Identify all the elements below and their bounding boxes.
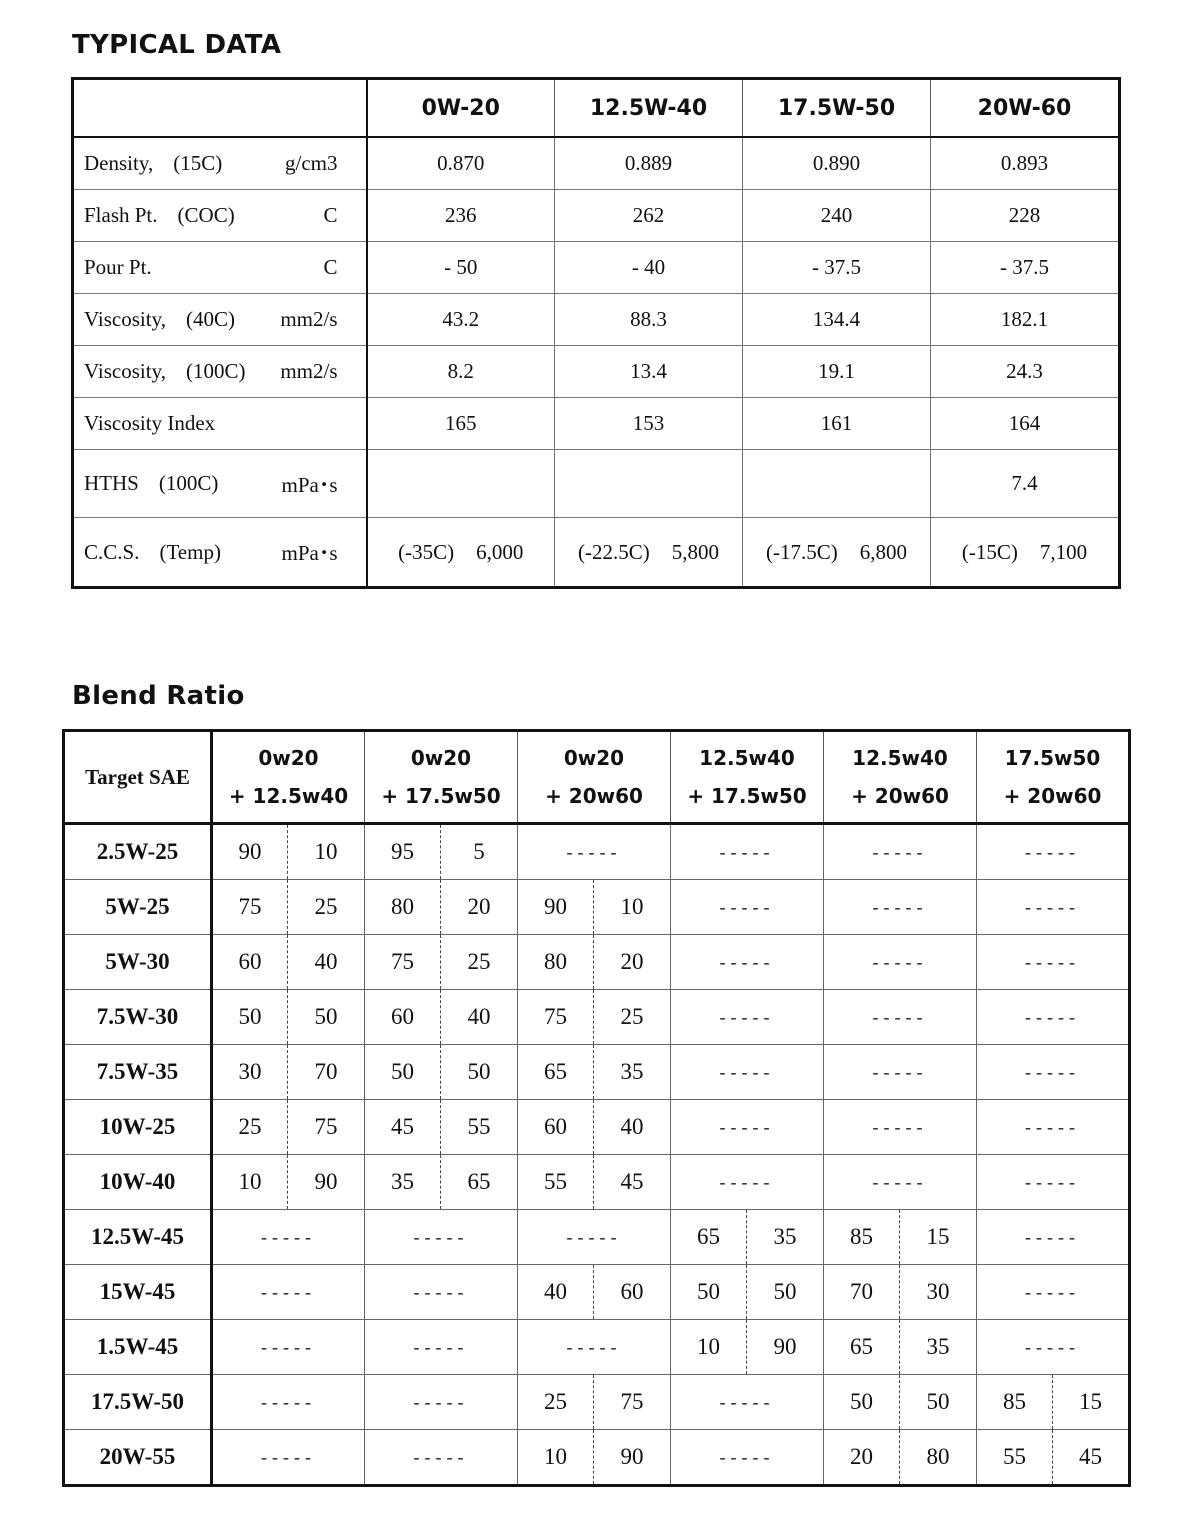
typical-value-cell: 228	[931, 190, 1120, 242]
blend-row	[64, 1155, 1130, 1210]
blend-ratio-a: 40	[518, 1265, 594, 1320]
target-sae-cell: 7.5W-35	[64, 1045, 212, 1100]
typical-row	[73, 137, 1120, 190]
blend-empty-cell: -----	[977, 1210, 1130, 1265]
blend-ratio-b: 90	[594, 1430, 671, 1486]
typical-value-cell	[367, 450, 555, 518]
blend-ratio-b: 40	[288, 935, 365, 990]
property-label	[84, 537, 366, 567]
blend-empty-cell: -----	[824, 1100, 977, 1155]
blend-empty-cell: -----	[977, 880, 1130, 935]
blend-pair-line1: 0w20	[563, 746, 625, 770]
typical-value-cell: 134.4	[743, 294, 931, 346]
property-unit: g/cm3	[285, 151, 338, 175]
typical-row	[73, 294, 1120, 346]
target-sae-cell: 15W-45	[64, 1265, 212, 1320]
blend-empty-cell: -----	[671, 1100, 824, 1155]
blend-ratio-a: 90	[518, 880, 594, 935]
blend-ratio-a: 75	[365, 935, 441, 990]
blend-empty-cell: -----	[824, 1045, 977, 1100]
blend-ratio-b: 75	[594, 1375, 671, 1430]
typical-row	[73, 242, 1120, 294]
blend-ratio-a: 55	[977, 1430, 1053, 1486]
blend-ratio-b: 35	[900, 1320, 977, 1375]
ccs-value	[931, 540, 1118, 565]
target-sae-cell: 7.5W-30	[64, 990, 212, 1045]
typical-row	[73, 398, 1120, 450]
typical-value-cell	[555, 450, 743, 518]
property-label-cell	[73, 190, 367, 242]
blend-ratio-a: 50	[365, 1045, 441, 1100]
blend-empty-cell: -----	[671, 880, 824, 935]
ccs-temp: (-17.5C)	[766, 539, 838, 564]
ccs-number: 6,000	[476, 539, 524, 564]
typical-column-header: 12.5W-40	[555, 79, 743, 138]
blend-empty-cell: -----	[212, 1375, 365, 1430]
blend-ratio-a: 70	[824, 1265, 900, 1320]
blend-row	[64, 1320, 1130, 1375]
blend-ratio-a: 10	[671, 1320, 747, 1375]
blend-ratio-a: 25	[212, 1100, 288, 1155]
blend-empty-cell: -----	[977, 990, 1130, 1045]
blend-empty-cell: -----	[977, 1155, 1130, 1210]
blend-pair-line2: + 12.5w40	[228, 784, 349, 808]
typical-row-ccs	[73, 518, 1120, 588]
blend-ratio-a: 35	[365, 1155, 441, 1210]
blend-ratio-a: 50	[671, 1265, 747, 1320]
blend-pair-line1: 12.5w40	[852, 746, 948, 770]
property-unit: C	[323, 203, 338, 227]
blend-empty-cell: -----	[365, 1210, 518, 1265]
blend-ratio-b: 45	[594, 1155, 671, 1210]
blend-empty-cell: -----	[977, 935, 1130, 990]
property-unit: mPa･s	[281, 541, 338, 565]
blend-row	[64, 990, 1130, 1045]
typical-value-cell: 164	[931, 398, 1120, 450]
blend-ratio-a: 30	[212, 1045, 288, 1100]
blend-ratio-b: 40	[594, 1100, 671, 1155]
blend-ratio-a: 90	[212, 824, 288, 880]
typical-value-cell: 7.4	[931, 450, 1120, 518]
property-label	[84, 307, 366, 332]
blend-pair-line2: + 17.5w50	[687, 784, 807, 808]
typical-value-cell: 0.870	[367, 137, 555, 190]
property-condition: (Temp)	[159, 539, 221, 564]
blend-empty-cell: -----	[671, 935, 824, 990]
typical-value-cell: 0.893	[931, 137, 1120, 190]
property-unit: mm2/s	[280, 359, 338, 383]
blend-ratio-title: Blend Ratio	[72, 681, 245, 711]
typical-value-cell: 236	[367, 190, 555, 242]
blend-empty-cell: -----	[977, 824, 1130, 880]
ccs-value	[743, 540, 930, 565]
ccs-value	[368, 540, 555, 565]
blend-ratio-b: 5	[441, 824, 518, 880]
blend-ratio-a: 75	[212, 880, 288, 935]
blend-empty-cell: -----	[671, 1430, 824, 1486]
blend-pair-header	[518, 731, 671, 824]
typical-value-cell: - 37.5	[743, 242, 931, 294]
blend-ratio-b: 70	[288, 1045, 365, 1100]
blend-empty-cell: -----	[824, 935, 977, 990]
typical-value-cell: 19.1	[743, 346, 931, 398]
blend-ratio-a: 50	[212, 990, 288, 1045]
property-label-cell	[73, 450, 367, 518]
typical-value-cell: 24.3	[931, 346, 1120, 398]
property-label-cell	[73, 346, 367, 398]
blend-ratio-b: 15	[900, 1210, 977, 1265]
ccs-value-cell	[931, 518, 1120, 588]
blend-empty-cell: -----	[824, 824, 977, 880]
blend-ratio-b: 60	[594, 1265, 671, 1320]
blend-ratio-b: 50	[441, 1045, 518, 1100]
blend-pair-line1: 17.5w50	[1004, 746, 1101, 770]
blend-empty-cell: -----	[212, 1265, 365, 1320]
blend-pair-line2: + 20w60	[545, 784, 643, 808]
property-label	[84, 151, 366, 176]
blend-pair-line2: + 20w60	[851, 784, 949, 808]
property-name: Viscosity,	[84, 307, 166, 331]
blend-pair-line1: 0w20	[258, 746, 319, 770]
property-label	[84, 359, 366, 384]
blend-ratio-a: 25	[518, 1375, 594, 1430]
blend-ratio-a: 95	[365, 824, 441, 880]
target-sae-cell: 5W-30	[64, 935, 212, 990]
blend-empty-cell: -----	[977, 1320, 1130, 1375]
blend-ratio-a: 65	[824, 1320, 900, 1375]
ccs-temp: (-22.5C)	[578, 539, 650, 564]
blend-pair-header	[824, 731, 977, 824]
property-name: Density,	[84, 151, 154, 175]
typical-value-cell: 43.2	[367, 294, 555, 346]
typical-row	[73, 190, 1120, 242]
blend-row	[64, 824, 1130, 880]
blend-empty-cell: -----	[212, 1320, 365, 1375]
blend-empty-cell: -----	[365, 1265, 518, 1320]
blend-empty-cell: -----	[824, 990, 977, 1045]
blend-ratio-a: 80	[365, 880, 441, 935]
target-sae-cell: 20W-55	[64, 1430, 212, 1486]
property-label-cell	[73, 518, 367, 588]
property-label	[84, 469, 366, 499]
typical-value-cell: 153	[555, 398, 743, 450]
blend-ratio-b: 30	[900, 1265, 977, 1320]
target-sae-cell: 2.5W-25	[64, 824, 212, 880]
blend-empty-cell: -----	[671, 1045, 824, 1100]
blend-pair-header	[977, 731, 1130, 824]
blend-empty-cell: -----	[518, 1210, 671, 1265]
blend-ratio-b: 65	[441, 1155, 518, 1210]
blend-ratio-a: 80	[518, 935, 594, 990]
property-name: Viscosity Index	[84, 411, 216, 435]
typical-column-header: 20W-60	[931, 79, 1120, 138]
ccs-temp: (-15C)	[961, 539, 1018, 564]
blend-ratio-b: 15	[1053, 1375, 1130, 1430]
blend-ratio-a: 10	[518, 1430, 594, 1486]
property-label	[84, 203, 366, 228]
typical-data-title: TYPICAL DATA	[72, 30, 282, 60]
property-condition: (100C)	[185, 359, 246, 383]
blend-ratio-b: 80	[900, 1430, 977, 1486]
target-sae-cell: 10W-40	[64, 1155, 212, 1210]
blend-ratio-b: 50	[900, 1375, 977, 1430]
typical-row	[73, 450, 1120, 518]
blend-empty-cell: -----	[671, 1375, 824, 1430]
blend-pair-line2: + 17.5w50	[381, 784, 501, 808]
blend-empty-cell: -----	[671, 990, 824, 1045]
typical-value-cell	[743, 450, 931, 518]
blend-ratio-a: 45	[365, 1100, 441, 1155]
target-sae-cell: 17.5W-50	[64, 1375, 212, 1430]
blend-ratio-b: 90	[288, 1155, 365, 1210]
typical-value-cell: 161	[743, 398, 931, 450]
blend-empty-cell: -----	[977, 1265, 1130, 1320]
property-name: Pour Pt.	[84, 255, 152, 279]
blend-ratio-b: 90	[747, 1320, 824, 1375]
property-condition: (100C)	[158, 471, 219, 495]
blend-empty-cell: -----	[212, 1210, 365, 1265]
blend-ratio-a: 10	[212, 1155, 288, 1210]
typical-corner-cell	[73, 79, 367, 138]
blend-empty-cell: -----	[824, 880, 977, 935]
property-label	[84, 255, 366, 280]
blend-ratio-a: 75	[518, 990, 594, 1045]
blend-empty-cell: -----	[518, 1320, 671, 1375]
property-label	[84, 411, 366, 436]
ccs-value-cell	[555, 518, 743, 588]
blend-ratio-b: 20	[594, 935, 671, 990]
blend-ratio-b: 50	[288, 990, 365, 1045]
blend-pair-line1: 12.5w40	[699, 746, 795, 770]
typical-value-cell: 240	[743, 190, 931, 242]
blend-ratio-a: 85	[824, 1210, 900, 1265]
blend-pair-header	[365, 731, 518, 824]
blend-pair-header	[671, 731, 824, 824]
typical-row	[73, 346, 1120, 398]
blend-empty-cell: -----	[212, 1430, 365, 1486]
blend-ratio-b: 50	[747, 1265, 824, 1320]
typical-header-row	[73, 79, 1120, 138]
typical-value-cell: 88.3	[555, 294, 743, 346]
blend-row	[64, 1265, 1130, 1320]
blend-ratio-a: 60	[518, 1100, 594, 1155]
property-unit: C	[323, 255, 338, 279]
typical-value-cell: 165	[367, 398, 555, 450]
property-unit: mPa･s	[281, 472, 338, 497]
blend-empty-cell: -----	[671, 824, 824, 880]
blend-empty-cell: -----	[977, 1100, 1130, 1155]
blend-ratio-a: 60	[212, 935, 288, 990]
blend-ratio-b: 10	[594, 880, 671, 935]
blend-empty-cell: -----	[977, 1045, 1130, 1100]
property-name: HTHS	[84, 471, 139, 495]
typical-value-cell: 182.1	[931, 294, 1120, 346]
blend-row	[64, 1045, 1130, 1100]
blend-empty-cell: -----	[365, 1375, 518, 1430]
ccs-temp: (-35C)	[398, 539, 455, 564]
blend-empty-cell: -----	[365, 1430, 518, 1486]
blend-ratio-b: 20	[441, 880, 518, 935]
typical-column-header: 17.5W-50	[743, 79, 931, 138]
typical-column-header: 0W-20	[367, 79, 555, 138]
property-name: C.C.S.	[84, 539, 140, 564]
ccs-value-cell	[367, 518, 555, 588]
typical-value-cell: - 37.5	[931, 242, 1120, 294]
ccs-number: 5,800	[671, 539, 719, 564]
blend-ratio-b: 40	[441, 990, 518, 1045]
typical-value-cell: 0.889	[555, 137, 743, 190]
blend-ratio-a: 65	[671, 1210, 747, 1265]
blend-pair-line2: + 20w60	[1003, 784, 1102, 808]
typical-value-cell: - 40	[555, 242, 743, 294]
blend-ratio-a: 20	[824, 1430, 900, 1486]
blend-empty-cell: -----	[365, 1320, 518, 1375]
typical-value-cell: - 50	[367, 242, 555, 294]
blend-row	[64, 1430, 1130, 1486]
blend-ratio-a: 85	[977, 1375, 1053, 1430]
blend-ratio-b: 25	[288, 880, 365, 935]
typical-value-cell: 0.890	[743, 137, 931, 190]
property-condition: (40C)	[185, 307, 235, 331]
typical-data-table	[71, 77, 1121, 589]
blend-header-row	[64, 731, 1130, 824]
blend-ratio-a: 60	[365, 990, 441, 1045]
blend-ratio-table	[62, 729, 1131, 1487]
blend-row	[64, 1100, 1130, 1155]
blend-ratio-b: 55	[441, 1100, 518, 1155]
typical-value-cell: 262	[555, 190, 743, 242]
property-label-cell	[73, 137, 367, 190]
target-sae-cell: 12.5W-45	[64, 1210, 212, 1265]
ccs-number: 7,100	[1039, 539, 1088, 564]
target-sae-header: Target SAE	[64, 731, 212, 824]
blend-ratio-b: 35	[594, 1045, 671, 1100]
blend-ratio-b: 35	[747, 1210, 824, 1265]
blend-ratio-a: 65	[518, 1045, 594, 1100]
property-condition: (15C)	[173, 151, 223, 175]
blend-row	[64, 1210, 1130, 1265]
property-name: Viscosity,	[84, 359, 166, 383]
target-sae-cell: 1.5W-45	[64, 1320, 212, 1375]
typical-value-cell: 8.2	[367, 346, 555, 398]
ccs-value	[555, 540, 742, 565]
property-name: Flash Pt.	[84, 203, 158, 227]
blend-pair-header	[212, 731, 365, 824]
property-label-cell	[73, 294, 367, 346]
blend-empty-cell: -----	[518, 824, 671, 880]
blend-ratio-a: 50	[824, 1375, 900, 1430]
ccs-number: 6,800	[859, 539, 907, 564]
blend-ratio-a: 55	[518, 1155, 594, 1210]
blend-pair-line1: 0w20	[410, 746, 472, 770]
blend-ratio-b: 10	[288, 824, 365, 880]
property-label-cell	[73, 398, 367, 450]
typical-value-cell: 13.4	[555, 346, 743, 398]
ccs-value-cell	[743, 518, 931, 588]
blend-ratio-b: 25	[594, 990, 671, 1045]
blend-row	[64, 935, 1130, 990]
property-condition: (COC)	[177, 203, 235, 227]
blend-ratio-b: 25	[441, 935, 518, 990]
target-sae-cell: 10W-25	[64, 1100, 212, 1155]
blend-ratio-b: 75	[288, 1100, 365, 1155]
property-unit: mm2/s	[280, 307, 338, 331]
blend-empty-cell: -----	[824, 1155, 977, 1210]
blend-row	[64, 1375, 1130, 1430]
target-sae-cell: 5W-25	[64, 880, 212, 935]
blend-ratio-b: 45	[1053, 1430, 1130, 1486]
blend-empty-cell: -----	[671, 1155, 824, 1210]
blend-row	[64, 880, 1130, 935]
property-label-cell	[73, 242, 367, 294]
